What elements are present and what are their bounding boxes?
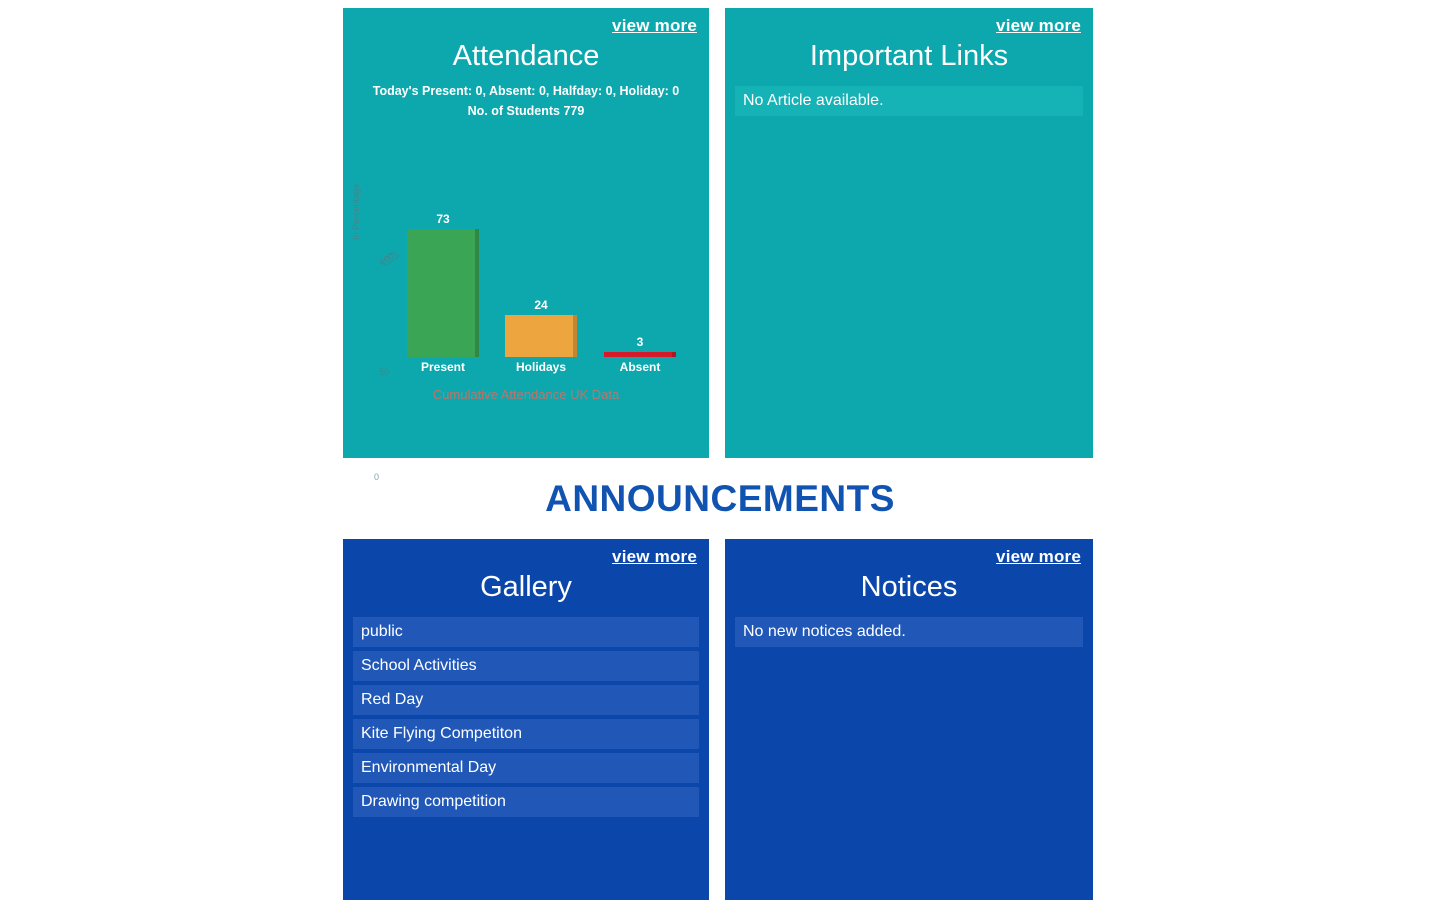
- gallery-list-item[interactable]: Environmental Day: [353, 753, 699, 783]
- gallery-view-more-link[interactable]: view more: [612, 547, 697, 566]
- bar-value-present: 73: [436, 212, 450, 226]
- chart-caption: Cumulative Attendance UK Data: [432, 387, 620, 402]
- chart-y-tick-0: 0: [374, 472, 380, 482]
- bar-rect-absent: [604, 352, 676, 357]
- gallery-list-item[interactable]: Kite Flying Competiton: [353, 719, 699, 749]
- notices-list: [725, 605, 1093, 647]
- bar-label-present: Present: [420, 360, 466, 374]
- gallery-panel: [343, 539, 709, 900]
- bar-value-absent: 3: [636, 335, 644, 349]
- bar-label-absent: Absent: [619, 360, 661, 374]
- attendance-bar-chart: [343, 122, 709, 482]
- chart-y-axis-label: In Percentage: [351, 183, 361, 240]
- gallery-list-item[interactable]: Drawing competition: [353, 787, 699, 817]
- gallery-title: Gallery: [480, 571, 572, 603]
- attendance-summary: Today's Present: 0, Absent: 0, Halfday: 0, Holiday: 0: [372, 84, 680, 98]
- attendance-view-more-link[interactable]: view more: [612, 16, 697, 35]
- announcements-heading: ANNOUNCEMENTS: [545, 478, 895, 519]
- notices-title: Notices: [860, 571, 958, 603]
- bar-rect-present: [407, 229, 479, 357]
- attendance-student-count: No. of Students 779: [467, 104, 585, 118]
- notices-panel: [725, 539, 1093, 900]
- notices-empty-row: No new notices added.: [735, 617, 1083, 647]
- chart-y-tick-100: 100: [377, 250, 396, 268]
- gallery-list-item[interactable]: public: [353, 617, 699, 647]
- bar-label-holidays: Holidays: [515, 360, 566, 374]
- notices-view-more-link[interactable]: view more: [996, 547, 1081, 566]
- gallery-list: [343, 605, 709, 817]
- gallery-list-item[interactable]: Red Day: [353, 685, 699, 715]
- chart-y-tick-50: 50: [379, 367, 390, 377]
- links-view-more-link[interactable]: view more: [996, 16, 1081, 35]
- attendance-panel: [343, 8, 709, 482]
- important-links-title: Important Links: [809, 40, 1009, 72]
- gallery-list-item[interactable]: School Activities: [353, 651, 699, 681]
- bar-column-absent: [604, 335, 676, 374]
- important-links-panel: [725, 8, 1093, 458]
- chart-bars: [399, 144, 695, 374]
- bar-rect-holidays: [505, 315, 577, 357]
- bar-column-holidays: [505, 298, 577, 374]
- bar-column-present: [407, 212, 479, 374]
- attendance-title: Attendance: [452, 40, 600, 72]
- important-links-list: [725, 74, 1093, 116]
- important-links-empty-row: No Article available.: [735, 86, 1083, 116]
- bar-value-holidays: 24: [534, 298, 548, 312]
